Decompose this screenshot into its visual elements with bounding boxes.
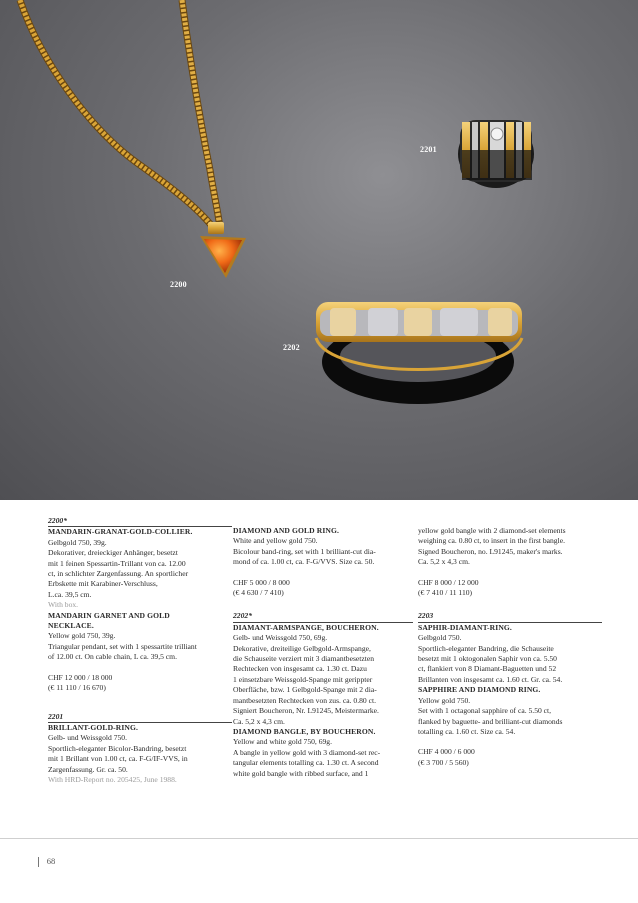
lot-2201-de-line: mit 1 Brillant von 1.00 ct, ca. F-G/IF-VVS, in [48,754,188,764]
bicolor-ring [458,120,534,188]
lot-2203-en-line: Yellow gold 750. [418,695,471,705]
lot-2201-en-line: mond of ca. 1.00 ct, ca. F-G/VVS. Size ca. 50. [233,557,375,567]
lot-2202-de-line: Signiert Boucheron, Nr. L91245, Meistermarke. [233,706,379,716]
lot-2200-de-line: ct, in schlichter Zargenfassung. An sportlicher [48,569,189,579]
lot-2202-en-cont-line: Signed Boucheron, no. L91245, maker's marks. [418,546,563,556]
lot-2203-title-de: SAPHIR-DIAMANT-RING. [418,622,512,632]
lot-2203-en-line: Set with 1 octagonal sapphire of ca. 5.50 ct, [418,706,552,716]
lot-2200-title-de: MANDARIN-GRANAT-GOLD-COLLIER. [48,527,193,537]
lot-2202-de-line: 1 einsetzbare Weissgold-Spange mit gerippter [233,674,373,684]
lot-2200-de-line: Erbskette mit Karabiner-Verschluss, [48,579,158,589]
footer-rule [0,838,638,839]
lot-2203-en-line: flanked by baguette- and brilliant-cut diamonds [418,716,563,726]
column-3 [418,516,602,768]
lot-2200-de-line: Dekorativer, dreieckiger Anhänger, besetzt [48,548,178,558]
lot-2202-en-line: A bangle in yellow gold with 3 diamond-set rec- [233,747,381,757]
lot-2200-price-chf: CHF 12 000 / 18 000 [48,672,113,682]
lot-2202-en-line: Yellow and white gold 750, 69g. [233,737,332,747]
lot-2201-title-en: DIAMOND AND GOLD RING. [233,526,339,535]
lot-2202-de-line: Dekorative, dreiteilige Gelbgold-Armspange, [233,643,371,653]
lot-2200-en-line: Triangular pendant, set with 1 spessartite trilliant [48,641,197,651]
lot-2201-price-chf: CHF 5 000 / 8 000 [233,577,290,587]
necklace-chain [20,0,220,230]
lot-2203-de-line: Sportlich-eleganter Bandring, die Schauseite [418,643,554,653]
lot-number-2201: 2201 [48,712,232,723]
lot-2202-price-eur: (€ 7 410 / 11 110) [418,588,473,598]
lot-2201-de-line: Zargenfassung. Gr. ca. 50. [48,764,128,774]
lot-2203-de-line: Brillanten von insgesamt ca. 1.60 ct. Gr. ca. 54. [418,674,563,684]
page-number-text: 68 [46,856,56,866]
lot-2200-en-line: of 12.00 ct. On cable chain, L ca. 39,5 cm. [48,652,177,662]
lot-2200-note: With box. [48,600,79,610]
lot-2202-de-line: Oberfläche, bzw. 1 Gelbgold-Spange mit 2 dia- [233,685,377,695]
lot-2200-de-line: mit 1 feinen Spessartin-Trillant von ca. 12.00 [48,558,186,568]
lot-2202-de-line: Gelb- und Weissgold 750, 69g. [233,633,328,643]
lot-2202-en-line: tangular elements totalling ca. 1.30 ct. A second [233,758,379,768]
lot-2200-en-line: Yellow gold 750, 39g. [48,631,116,641]
lot-2203-title-en: SAPPHIRE AND DIAMOND RING. [418,685,541,695]
lot-2201-en-line: White and yellow gold 750. [233,536,318,546]
lot-2202-title-de: DIAMANT-ARMSPANGE, BOUCHERON. [233,622,379,632]
garnet-pendant [200,222,246,278]
page-number [38,856,55,867]
boucheron-bangle [316,302,522,404]
lot-2203-de-line: Gelbgold 750. [418,633,462,643]
lot-number-2203: 2203 [418,611,602,622]
column-1 [48,516,232,785]
lot-2202-title-en: DIAMOND BANGLE, BY BOUCHERON. [233,726,376,736]
lot-2203-price-chf: CHF 4 000 / 6 000 [418,747,475,757]
lot-2202-de-line: mantbesetzten Rechtecken von zus. ca. 0.80 ct. [233,695,376,705]
lot-2202-de-line: Rechtecken von insgesamt ca. 1.30 ct. Dazu [233,664,367,674]
photo-label-2202: 2202 [283,343,300,352]
lot-2200-title-en-2: NECKLACE. [48,621,94,631]
photo-label-2201: 2201 [420,145,437,154]
lot-2203-price-eur: (€ 3 700 / 5 560) [418,757,469,767]
lot-2202-en-cont-line: yellow gold bangle with 2 diamond-set elements [418,526,566,535]
column-2 [233,516,413,779]
lot-2201-note: With HRD-Report no. 205425, June 1988. [48,774,177,784]
page-number-bar [38,857,39,867]
lot-2203-de-line: ct, flankiert von 8 Diamant-Baguetten und 52 [418,664,557,674]
lot-2203-en-line: totalling ca. 1.60 ct. Size ca. 54. [418,726,516,736]
lot-2201-en-line: Bicolour band-ring, set with 1 brilliant-cut dia- [233,546,376,556]
lot-2202-en-line: white gold bangle with ribbed surface, and 1 [233,768,369,778]
lot-2200-title-en: MANDARIN GARNET AND GOLD [48,610,170,620]
lot-2201-title-de: BRILLANT-GOLD-RING. [48,722,139,732]
lot-2202-price-chf: CHF 8 000 / 12 000 [418,577,479,587]
lot-2200-de-line: L.ca. 39,5 cm. [48,589,92,599]
lot-2200-price-eur: (€ 11 110 / 16 670) [48,683,106,693]
lot-2202-en-cont-line: Ca. 5,2 x 4,3 cm. [418,557,470,567]
lot-2202-de-line: Ca. 5,2 x 4,3 cm. [233,716,285,726]
lot-2201-de-line: Sportlich-eleganter Bicolor-Bandring, besetzt [48,743,187,753]
lot-number-2200: 2200* [48,516,232,527]
lot-2201-de-line: Gelb- und Weissgold 750. [48,733,127,743]
lot-2203-de-line: besetzt mit 1 oktogonalen Saphir von ca. 5.50 [418,654,557,664]
lot-2202-de-line: die Schauseite verziert mit 3 diamantbesetzten [233,654,375,664]
lot-2202-en-cont-line: weighing ca. 0.80 ct, to insert in the first bangle. [418,536,565,546]
photo-label-2200: 2200 [170,280,187,289]
lot-2201-price-eur: (€ 4 630 / 7 410) [233,588,284,598]
lot-number-2202: 2202* [233,611,413,622]
lot-2200-de-line: Gelbgold 750, 39g. [48,537,107,547]
